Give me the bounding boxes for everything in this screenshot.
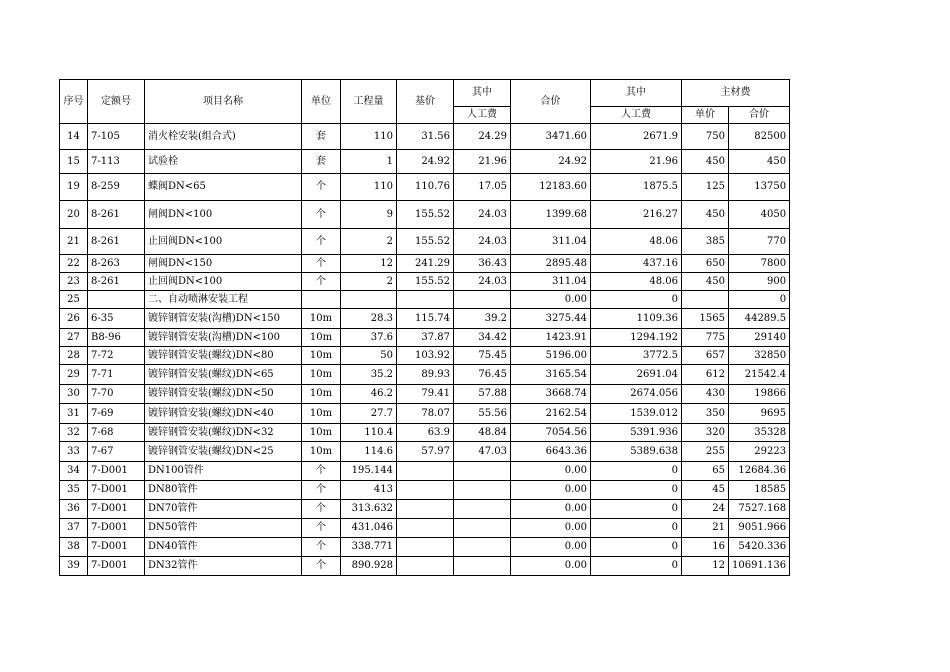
cell-mat-total: 29223	[729, 442, 790, 462]
cell-total: 2162.54	[511, 404, 591, 424]
cell-base: 110.76	[397, 174, 454, 201]
cell-code: 7-D001	[88, 462, 145, 481]
cell-mat-total: 4050	[729, 201, 790, 229]
cell-name: DN100管件	[145, 462, 302, 481]
cell-labor-total: 48.06	[591, 273, 682, 291]
cell-qty: 27.7	[341, 404, 397, 424]
cell-labor-total: 0	[591, 519, 682, 538]
cell-unit: 10m	[302, 385, 341, 404]
cell-mat-price: 612	[682, 365, 729, 385]
cell-mat-total: 7527.168	[729, 500, 790, 519]
cell-seq: 19	[60, 174, 88, 201]
table-row	[60, 150, 790, 174]
cell-mat-price: 24	[682, 500, 729, 519]
cell-total: 0.00	[511, 500, 591, 519]
cell-name: 镀锌钢管安装(沟槽)DN<100	[145, 329, 302, 347]
cell-qty: 2	[341, 273, 397, 291]
header-base-price: 基价	[397, 80, 454, 124]
cell-labor: 24.29	[454, 124, 511, 150]
cell-base: 79.41	[397, 385, 454, 404]
cell-seq: 29	[60, 365, 88, 385]
cell-code: 8-259	[88, 174, 145, 201]
cell-mat-total: 32850	[729, 347, 790, 365]
cell-unit: 个	[302, 229, 341, 255]
cell-code: 7-D001	[88, 500, 145, 519]
cell-labor: 76.45	[454, 365, 511, 385]
cell-seq: 30	[60, 385, 88, 404]
cell-labor: 39.2	[454, 309, 511, 329]
cell-mat-price: 430	[682, 385, 729, 404]
table-row	[60, 255, 790, 273]
cell-mat-price: 255	[682, 442, 729, 462]
header-subtotal: 合价	[729, 107, 790, 124]
cell-labor: 48.84	[454, 424, 511, 442]
cell-name: 闸阀DN<100	[145, 201, 302, 229]
cell-mat-total: 770	[729, 229, 790, 255]
cell-qty: 110	[341, 124, 397, 150]
cell-labor-total: 21.96	[591, 150, 682, 174]
cell-mat-total: 19866	[729, 385, 790, 404]
cell-mat-price: 320	[682, 424, 729, 442]
cell-base: 31.56	[397, 124, 454, 150]
cell-name: 镀锌钢管安装(螺纹)DN<50	[145, 385, 302, 404]
cell-total: 3668.74	[511, 385, 591, 404]
cell-labor-total: 2671.9	[591, 124, 682, 150]
cell-labor	[454, 538, 511, 557]
cell-labor: 24.03	[454, 201, 511, 229]
cell-unit: 个	[302, 500, 341, 519]
cell-base	[397, 557, 454, 576]
cell-name: 镀锌钢管安装(螺纹)DN<40	[145, 404, 302, 424]
cell-total: 6643.36	[511, 442, 591, 462]
cell-name: DN40管件	[145, 538, 302, 557]
cell-labor: 34.42	[454, 329, 511, 347]
cell-labor: 24.03	[454, 273, 511, 291]
cell-code: 8-263	[88, 255, 145, 273]
cell-total: 0.00	[511, 462, 591, 481]
cell-labor-total: 5391.936	[591, 424, 682, 442]
cell-seq: 33	[60, 442, 88, 462]
cell-base: 241.29	[397, 255, 454, 273]
cell-base: 89.93	[397, 365, 454, 385]
table-row	[60, 424, 790, 442]
cell-mat-price: 16	[682, 538, 729, 557]
header-main-material: 主材费	[682, 80, 790, 107]
cell-unit: 10m	[302, 404, 341, 424]
cell-qty: 110.4	[341, 424, 397, 442]
cell-code: 7-69	[88, 404, 145, 424]
cell-labor	[454, 519, 511, 538]
cell-base: 115.74	[397, 309, 454, 329]
cell-seq: 25	[60, 291, 88, 309]
cell-qty: 9	[341, 201, 397, 229]
cell-base: 78.07	[397, 404, 454, 424]
cell-labor-total: 0	[591, 500, 682, 519]
table-row	[60, 365, 790, 385]
cell-code: 7-105	[88, 124, 145, 150]
cell-mat-price: 385	[682, 229, 729, 255]
cell-labor-total: 1539.012	[591, 404, 682, 424]
cell-mat-total: 9695	[729, 404, 790, 424]
cell-mat-total: 18585	[729, 481, 790, 500]
cell-base	[397, 538, 454, 557]
cell-code: 7-67	[88, 442, 145, 462]
table-row	[60, 229, 790, 255]
cell-total: 3471.60	[511, 124, 591, 150]
cell-name: 镀锌钢管安装(螺纹)DN<65	[145, 365, 302, 385]
cell-base: 155.52	[397, 229, 454, 255]
cell-labor: 21.96	[454, 150, 511, 174]
cell-seq: 28	[60, 347, 88, 365]
cell-mat-price: 1565	[682, 309, 729, 329]
table-row	[60, 481, 790, 500]
table-row	[60, 174, 790, 201]
cell-qty: 1	[341, 150, 397, 174]
cell-labor-total: 0	[591, 462, 682, 481]
cell-labor-total: 48.06	[591, 229, 682, 255]
cell-total: 311.04	[511, 273, 591, 291]
cell-labor: 57.88	[454, 385, 511, 404]
cell-mat-total: 900	[729, 273, 790, 291]
cell-mat-price: 450	[682, 201, 729, 229]
cell-base	[397, 519, 454, 538]
cell-mat-total: 44289.5	[729, 309, 790, 329]
cell-name: 止回阀DN<100	[145, 273, 302, 291]
cell-mat-price: 650	[682, 255, 729, 273]
cell-mat-price: 12	[682, 557, 729, 576]
cell-seq: 35	[60, 481, 88, 500]
cell-seq: 20	[60, 201, 88, 229]
cell-base	[397, 481, 454, 500]
table-row	[60, 273, 790, 291]
header-of-which-2: 其中	[591, 80, 682, 107]
cell-total: 1399.68	[511, 201, 591, 229]
cell-name: 蝶阀DN<65	[145, 174, 302, 201]
cell-unit: 个	[302, 557, 341, 576]
cell-total: 311.04	[511, 229, 591, 255]
cell-seq: 31	[60, 404, 88, 424]
cell-name: 二、自动喷淋安装工程	[145, 291, 302, 309]
table-row	[60, 519, 790, 538]
cell-code: 7-72	[88, 347, 145, 365]
cell-base	[397, 291, 454, 309]
cell-labor: 55.56	[454, 404, 511, 424]
table-row	[60, 291, 790, 309]
cell-total: 0.00	[511, 291, 591, 309]
cell-total: 7054.56	[511, 424, 591, 442]
cell-unit: 10m	[302, 329, 341, 347]
table-row	[60, 404, 790, 424]
cell-code: 7-D001	[88, 538, 145, 557]
cell-mat-price: 125	[682, 174, 729, 201]
cell-labor	[454, 462, 511, 481]
header-of-which-1: 其中	[454, 80, 511, 107]
cell-labor-total: 3772.5	[591, 347, 682, 365]
table-row	[60, 538, 790, 557]
cell-mat-total: 10691.136	[729, 557, 790, 576]
cell-mat-price: 350	[682, 404, 729, 424]
cell-mat-price: 750	[682, 124, 729, 150]
cell-labor-total: 2691.04	[591, 365, 682, 385]
cell-name: 试验栓	[145, 150, 302, 174]
cell-base: 57.97	[397, 442, 454, 462]
cell-unit: 个	[302, 201, 341, 229]
cell-unit	[302, 291, 341, 309]
cell-seq: 37	[60, 519, 88, 538]
cell-seq: 26	[60, 309, 88, 329]
cell-labor-total: 0	[591, 557, 682, 576]
cell-total: 0.00	[511, 538, 591, 557]
cell-mat-total: 82500	[729, 124, 790, 150]
cell-name: 镀锌钢管安装(沟槽)DN<150	[145, 309, 302, 329]
header-code: 定额号	[88, 80, 145, 124]
cell-base: 24.92	[397, 150, 454, 174]
cell-mat-total: 29140	[729, 329, 790, 347]
cell-base: 155.52	[397, 273, 454, 291]
cell-total: 2895.48	[511, 255, 591, 273]
cell-seq: 23	[60, 273, 88, 291]
cell-total: 3165.54	[511, 365, 591, 385]
cell-name: DN80管件	[145, 481, 302, 500]
cell-mat-total: 13750	[729, 174, 790, 201]
cell-qty: 890.928	[341, 557, 397, 576]
table-body	[60, 124, 790, 576]
cell-code: 7-70	[88, 385, 145, 404]
cell-total: 24.92	[511, 150, 591, 174]
cell-labor-total: 1109.36	[591, 309, 682, 329]
cell-mat-price	[682, 291, 729, 309]
cell-base: 103.92	[397, 347, 454, 365]
cell-seq: 36	[60, 500, 88, 519]
cell-mat-price: 450	[682, 150, 729, 174]
cell-unit: 个	[302, 273, 341, 291]
cell-name: DN50管件	[145, 519, 302, 538]
cell-code: 8-261	[88, 201, 145, 229]
header-labor-2: 人工费	[591, 107, 682, 124]
cell-labor: 47.03	[454, 442, 511, 462]
cell-seq: 38	[60, 538, 88, 557]
cell-labor	[454, 500, 511, 519]
cell-labor-total: 437.16	[591, 255, 682, 273]
table-row	[60, 201, 790, 229]
cell-labor-total: 2674.056	[591, 385, 682, 404]
cell-code: 7-68	[88, 424, 145, 442]
cell-unit: 个	[302, 519, 341, 538]
table-row	[60, 462, 790, 481]
cell-unit: 个	[302, 174, 341, 201]
cell-code: 8-261	[88, 273, 145, 291]
cell-name: 闸阀DN<150	[145, 255, 302, 273]
table-row	[60, 500, 790, 519]
cell-qty: 431.046	[341, 519, 397, 538]
cell-labor-total: 216.27	[591, 201, 682, 229]
cell-qty: 338.771	[341, 538, 397, 557]
cell-base: 63.9	[397, 424, 454, 442]
table-row	[60, 557, 790, 576]
cell-seq: 27	[60, 329, 88, 347]
cell-qty: 110	[341, 174, 397, 201]
cell-code: 7-D001	[88, 519, 145, 538]
cell-total: 1423.91	[511, 329, 591, 347]
cell-name: 镀锌钢管安装(螺纹)DN<32	[145, 424, 302, 442]
cell-labor-total: 1875.5	[591, 174, 682, 201]
cell-labor: 17.05	[454, 174, 511, 201]
cell-labor: 36.43	[454, 255, 511, 273]
cell-unit: 10m	[302, 424, 341, 442]
cell-qty: 35.2	[341, 365, 397, 385]
cell-qty: 28.3	[341, 309, 397, 329]
cell-mat-total: 12684.36	[729, 462, 790, 481]
cell-seq: 22	[60, 255, 88, 273]
cell-mat-price: 775	[682, 329, 729, 347]
header-unit-price: 单价	[682, 107, 729, 124]
cell-mat-price: 21	[682, 519, 729, 538]
cell-unit: 10m	[302, 442, 341, 462]
cell-labor	[454, 291, 511, 309]
table-row	[60, 385, 790, 404]
cell-unit: 10m	[302, 309, 341, 329]
cell-unit: 10m	[302, 347, 341, 365]
table-row	[60, 124, 790, 150]
cell-mat-total: 9051.966	[729, 519, 790, 538]
header-name: 项目名称	[145, 80, 302, 124]
cell-qty: 313.632	[341, 500, 397, 519]
cell-code: 7-71	[88, 365, 145, 385]
cell-total: 3275.44	[511, 309, 591, 329]
cell-mat-price: 657	[682, 347, 729, 365]
cell-seq: 34	[60, 462, 88, 481]
cell-qty: 37.6	[341, 329, 397, 347]
cell-total: 5196.00	[511, 347, 591, 365]
header-seq: 序号	[60, 80, 88, 124]
cell-mat-price: 450	[682, 273, 729, 291]
cell-mat-price: 45	[682, 481, 729, 500]
cell-mat-total: 450	[729, 150, 790, 174]
cell-qty: 195.144	[341, 462, 397, 481]
cell-code: 7-113	[88, 150, 145, 174]
cell-qty: 413	[341, 481, 397, 500]
cell-qty: 46.2	[341, 385, 397, 404]
cell-mat-price: 65	[682, 462, 729, 481]
cell-code: B8-96	[88, 329, 145, 347]
table-row	[60, 442, 790, 462]
cell-name: 止回阀DN<100	[145, 229, 302, 255]
cell-name: 镀锌钢管安装(螺纹)DN<80	[145, 347, 302, 365]
cell-seq: 32	[60, 424, 88, 442]
cell-labor-total: 0	[591, 291, 682, 309]
cell-seq: 14	[60, 124, 88, 150]
cell-labor	[454, 481, 511, 500]
cell-base	[397, 462, 454, 481]
cell-qty: 2	[341, 229, 397, 255]
cell-labor-total: 1294.192	[591, 329, 682, 347]
header-qty: 工程量	[341, 80, 397, 124]
cell-unit: 个	[302, 538, 341, 557]
cell-total: 0.00	[511, 519, 591, 538]
header-total: 合价	[511, 80, 591, 124]
table-header	[60, 80, 790, 124]
cell-qty: 114.6	[341, 442, 397, 462]
cell-mat-total: 0	[729, 291, 790, 309]
cell-mat-total: 7800	[729, 255, 790, 273]
table-row	[60, 329, 790, 347]
cell-code: 6-35	[88, 309, 145, 329]
cell-seq: 15	[60, 150, 88, 174]
cell-labor: 24.03	[454, 229, 511, 255]
header-labor-1: 人工费	[454, 107, 511, 124]
table-row	[60, 347, 790, 365]
cell-code: 8-261	[88, 229, 145, 255]
cell-code: 7-D001	[88, 481, 145, 500]
cell-mat-total: 5420.336	[729, 538, 790, 557]
cell-total: 0.00	[511, 481, 591, 500]
cell-qty	[341, 291, 397, 309]
cell-base: 155.52	[397, 201, 454, 229]
cell-labor-total: 5389.638	[591, 442, 682, 462]
cell-unit: 套	[302, 150, 341, 174]
header-unit: 单位	[302, 80, 341, 124]
cell-seq: 21	[60, 229, 88, 255]
cell-mat-total: 35328	[729, 424, 790, 442]
cell-qty: 50	[341, 347, 397, 365]
cell-name: 消火栓安装(组合式)	[145, 124, 302, 150]
cell-name: 镀锌钢管安装(螺纹)DN<25	[145, 442, 302, 462]
cell-mat-total: 21542.4	[729, 365, 790, 385]
cell-seq: 39	[60, 557, 88, 576]
cell-base	[397, 500, 454, 519]
cell-code	[88, 291, 145, 309]
cell-unit: 10m	[302, 365, 341, 385]
cell-labor-total: 0	[591, 481, 682, 500]
estimate-table	[59, 79, 790, 576]
cell-qty: 12	[341, 255, 397, 273]
cell-name: DN32管件	[145, 557, 302, 576]
table-row	[60, 309, 790, 329]
cell-unit: 套	[302, 124, 341, 150]
cell-total: 0.00	[511, 557, 591, 576]
cell-unit: 个	[302, 255, 341, 273]
cell-labor	[454, 557, 511, 576]
cell-code: 7-D001	[88, 557, 145, 576]
cell-unit: 个	[302, 462, 341, 481]
cell-labor-total: 0	[591, 538, 682, 557]
cell-name: DN70管件	[145, 500, 302, 519]
cell-labor: 75.45	[454, 347, 511, 365]
cell-unit: 个	[302, 481, 341, 500]
cell-total: 12183.60	[511, 174, 591, 201]
cell-base: 37.87	[397, 329, 454, 347]
